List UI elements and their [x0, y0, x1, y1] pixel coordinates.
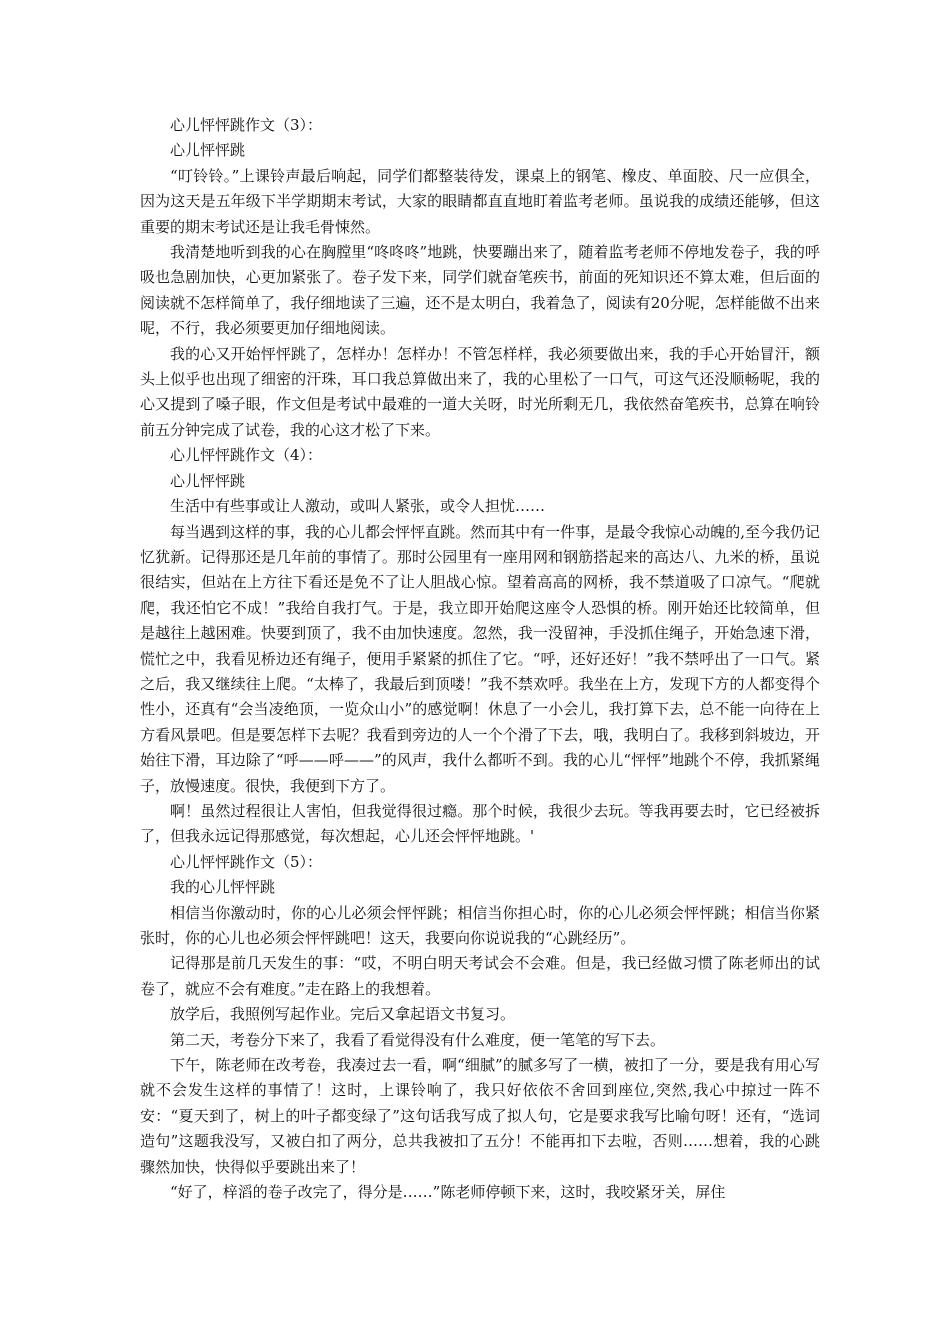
paragraph: 下午，陈老师在改考卷，我凑过去一看，啊“细腻”的腻多写了一横，被扣了一分，要是我有用心写就不会发生这样的事情了！这时，上课铃响了，我只好依依不舍回到座位,突然,我心中掠过一阵不安：“夏天到了，树上的叶子都变绿了”这句话我写成了拟人句，它是要求我写比喻句呀！还有，“选词造句”这题我没写，又被白扣了两分，总共我被扣了五分！不能再扣下去啦，否则……想着，我的心跳骤然加快，快得似乎要跳出来了！	[140, 1056, 820, 1176]
essay-title: 心儿怦怦跳	[170, 471, 246, 490]
document-page	[140, 113, 820, 1205]
paragraph: 每当遇到这样的事，我的心儿都会怦怦直跳。然而其中有一件事，是最令我惊心动魄的,至今我仍记忆犹新。记得那还是几年前的事情了。那时公园里有一座用网和钢筋搭起来的高达八、九米的桥，虽说很结实，但站在上方往下看还是免不了让人胆战心惊。望着高高的网桥，我不禁道吸了口凉气。“爬就爬，我还怕它不成！”我给自我打气。于是，我立即开始爬这座令人恐惧的桥。刚开始还比较简单，但是越往上越困难。快要到顶了，我不由加快速度。忽然，我一没留神，手没抓住绳子，开始急速下滑，慌忙之中，我看见桥边还有绳子，便用手紧紧的抓住了它。“呼，还好还好！”我不禁呼出了一口气。紧之后，我又继续往上爬。“太棒了，我最后到顶喽！”我不禁欢呼。我坐在上方，发现下方的人都变得个性小，还真有“会当凌绝顶，一览众山小”的感觉啊！休息了一小会儿，我打算下去，总不能一向待在上方看风景吧。但是要怎样下去呢？我看到旁边的人一个个滑了下去，哦，我明白了。我移到斜坡边，开始往下滑，耳边除了“呼——呼——”的风声，我什么都听不到。我的心儿“怦怦”地跳个不停，我抓紧绳子，放慢速度。很快，我便到下方了。	[140, 522, 820, 795]
section-heading: 心儿怦怦跳作文（3）：	[170, 116, 323, 134]
essay-section-4	[140, 443, 820, 850]
paragraph: 我清楚地听到我的心在胸膛里“咚咚咚”地跳，快要蹦出来了，随着监考老师不停地发卷子，我的呼吸也急剧加快，心更加紧张了。卷子发下来，同学们就奋笔疾书，前面的死知识还不算太难，但后面的阅读就不怎样简单了，我仔细地读了三遍，还不是太明白，我着急了，阅读有20分呢，怎样能做不出来呢，不行，我必须要更加仔细地阅读。	[140, 243, 820, 338]
paragraph: 第二天，考卷分下来了，我看了看觉得没有什么难度，便一笔笔的写下去。	[170, 1030, 666, 1049]
section-heading: 心儿怦怦跳作文（5）：	[170, 852, 323, 871]
essay-title: 心儿怦怦跳	[170, 141, 246, 160]
paragraph: 啊！虽然过程很让人害怕，但我觉得很过瘾。那个时候，我很少去玩。等我再要去时，它已经被拆了，但我永远记得那感觉，每次想起，心儿还会怦怦地跳。'	[140, 801, 820, 846]
paragraph: “叮铃铃。”上课铃声最后响起，同学们都整装待发，课桌上的钢笔、橡皮、单面胶、尺一应俱全，因为这天是五年级下半学期期末考试，大家的眼睛都直直地盯着监考老师。虽说我的成绩还能够，但这重要的期末考试还是让我毛骨悚然。	[140, 166, 820, 236]
section-heading: 心儿怦怦跳作文（4）：	[170, 446, 323, 465]
paragraph: 相信当你激动时，你的心儿必须会怦怦跳；相信当你担心时，你的心儿必须会怦怦跳；相信当你紧张时，你的心儿也必须会怦怦跳吧！这天，我要向你说说我的“心跳经历”。	[140, 903, 820, 947]
essay-section-5	[140, 850, 820, 1206]
essay-section-3	[140, 113, 820, 443]
essay-title: 我的心儿怦怦跳	[170, 878, 276, 897]
paragraph: “好了，梓滔的卷子改完了，得分是……”陈老师停顿下来，这时，我咬紧牙关，屏住	[170, 1183, 726, 1202]
paragraph: 生活中有些事或让人激动，或叫人紧张，或令人担忧……	[170, 497, 546, 516]
paragraph: 放学后，我照例写起作业。完后又拿起语文书复习。	[170, 1005, 516, 1024]
paragraph: 记得那是前几天发生的事：“哎，不明白明天考试会不会难。但是，我已经做习惯了陈老师出的试卷了，就应不会有难度。”走在路上的我想着。	[140, 954, 820, 998]
paragraph: 我的心又开始怦怦跳了，怎样办！怎样办！不管怎样样，我必须要做出来，我的手心开始冒汗，额头上似乎也出现了细密的汗珠，耳口我总算做出来了，我的心里松了一口气，可这气还没顺畅呢，我的心又提到了嗓子眼，作文但是考试中最难的一道大关呀，时光所剩无几，我依然奋笔疾书，总算在响铃前五分钟完成了试卷，我的心这才松了下来。	[140, 344, 820, 439]
